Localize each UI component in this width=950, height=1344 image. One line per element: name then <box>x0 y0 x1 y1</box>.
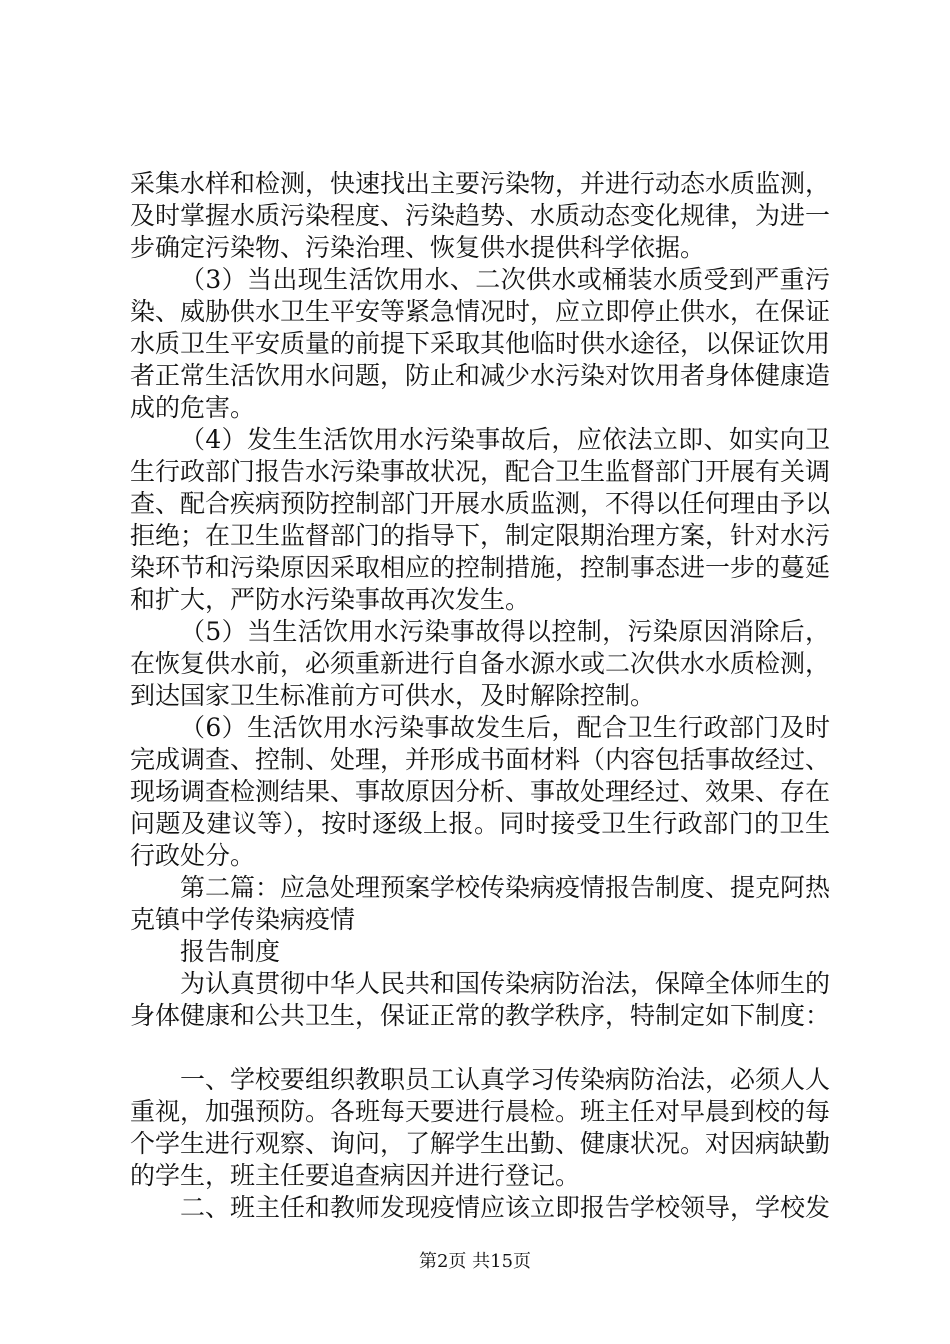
page-number: 第2页 共15页 <box>418 1251 532 1272</box>
paragraph-item-3: （3）当出现生活饮用水、二次供水或桶装水质受到严重污染、威胁供水卫生平安等紧急情况时，应立即停止供水，在保证水质卫生平安质量的前提下采取其他临时供水途径，以保证饮用者正常生活饮用水问题，防止和减少水污染对饮用者身体健康造成的危害。 <box>130 265 831 422</box>
paragraph-rule-2: 二、班主任和教师发现疫情应该立即报告学校领导，学校发 <box>180 1193 831 1222</box>
paragraph-item-5: （5）当生活饮用水污染事故得以控制，污染原因消除后，在恢复供水前，必须重新进行自备水源水或二次供水水质检测，到达国家卫生标准前方可供水，及时解除控制。 <box>130 617 831 710</box>
paragraph-item-4: （4）发生生活饮用水污染事故后，应依法立即、如实向卫生行政部门报告水污染事故状况，配合卫生监督部门开展有关调查、配合疾病预防控制部门开展水质监测，不得以任何理由予以拒绝；在卫生监督部门的指导下，制定限期治理方案，针对水污染环节和污染原因采取相应的控制措施，控制事态进一步的蔓延和扩大，严防水污染事故再次发生。 <box>130 425 831 614</box>
paragraph-intro: 为认真贯彻中华人民共和国传染病防治法，保障全体师生的身体健康和公共卫生，保证正常的教学秩序，特制定如下制度： <box>130 969 831 1030</box>
document-body <box>130 168 830 1224</box>
paragraph-spacer <box>130 1032 830 1064</box>
paragraph-rule-1: 一、学校要组织教职员工认真学习传染病防治法，必须人人重视，加强预防。各班每天要进行晨检。班主任对早晨到校的每个学生进行观察、询问，了解学生出勤、健康状况。对因病缺勤的学生，班主任要追查病因并进行登记。 <box>130 1065 831 1190</box>
section-subheading-report-system: 报告制度 <box>180 937 281 966</box>
paragraph-item-6: （6）生活饮用水污染事故发生后，配合卫生行政部门及时完成调查、控制、处理，并形成书面材料（内容包括事故经过、现场调查检测结果、事故原因分析、事故处理经过、效果、存在问题及建议等），按时逐级上报。同时接受卫生行政部门的卫生行政处分。 <box>130 713 831 870</box>
paragraph-water-sampling: 采集水样和检测，快速找出主要污染物，并进行动态水质监测，及时掌握水质污染程度、污染趋势、水质动态变化规律，为进一步确定污染物、污染治理、恢复供水提供科学依据。 <box>130 169 831 262</box>
section-heading-part-two: 第二篇：应急处理预案学校传染病疫情报告制度、提克阿热克镇中学传染病疫情 <box>130 873 831 934</box>
